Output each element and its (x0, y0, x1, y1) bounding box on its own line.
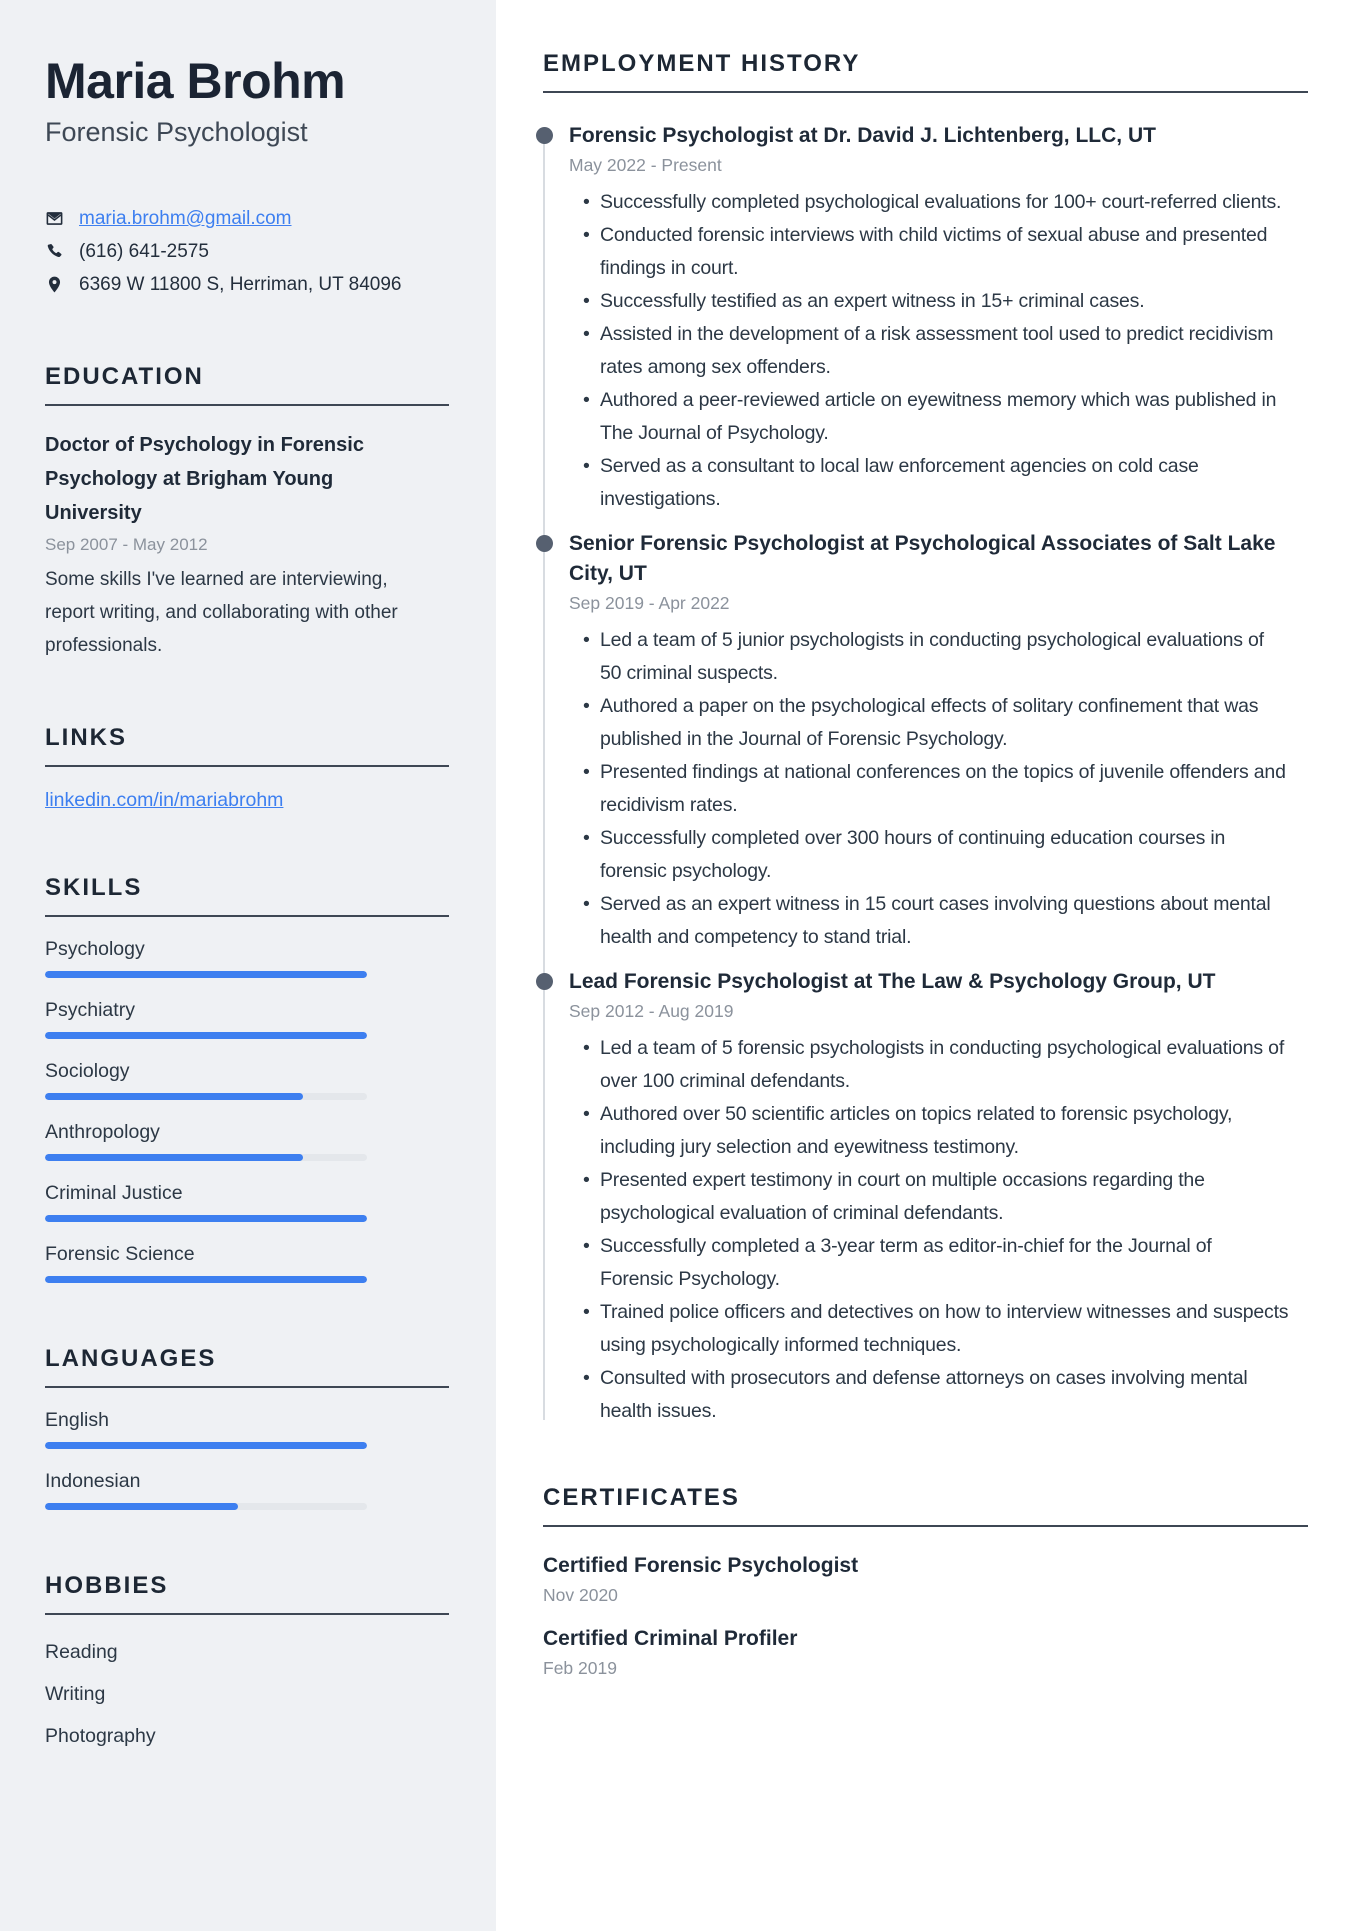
job-bullet: • Presented findings at national conferences on the topics of juvenile offenders and recidivism rates. (600, 756, 1290, 822)
phone-icon (45, 242, 64, 261)
email-icon (45, 209, 64, 228)
job-title: Senior Forensic Psychologist at Psychological Associates of Salt Lake City, UT (569, 532, 1276, 585)
language-label: English (45, 1409, 109, 1431)
certificate-date: Feb 2019 (543, 1658, 617, 1678)
language-bar-fill (45, 1442, 367, 1449)
certificate-date: Nov 2020 (543, 1585, 618, 1605)
address-text: 6369 W 11800 S, Herriman, UT 84096 (79, 274, 402, 295)
education-degree: Doctor of Psychology in Forensic Psychology at Brigham Young University (45, 434, 364, 524)
contact-email-row (45, 202, 449, 235)
linkedin-link[interactable]: linkedin.com/in/mariabrohm (45, 789, 284, 811)
sidebar (0, 0, 496, 1931)
email-link[interactable]: maria.brohm@gmail.com (79, 208, 292, 229)
main-content (496, 0, 1366, 1931)
hobby-item: Reading (45, 1641, 118, 1663)
education-dates: Sep 2007 - May 2012 (45, 535, 208, 554)
language-bar-fill (45, 1503, 238, 1510)
job-bullet: • Consulted with prosecutors and defense attorneys on cases involving mental health issues. (600, 1362, 1290, 1428)
job-bullet: • Served as an expert witness in 15 court cases involving questions about mental health and competency to stand trial. (600, 888, 1290, 954)
skill-item (45, 1121, 449, 1161)
job-dates: Sep 2019 - Apr 2022 (569, 593, 730, 613)
skill-bar-fill (45, 1093, 303, 1100)
skill-item (45, 1182, 449, 1222)
hobbies-section (45, 1572, 449, 1757)
languages-section (45, 1345, 449, 1510)
job-bullet: • Successfully completed over 300 hours of continuing education courses in forensic psychology. (600, 822, 1290, 888)
person-name: Maria Brohm (45, 53, 346, 109)
contact-phone-row (45, 235, 449, 268)
job-bullet: • Presented expert testimony in court on multiple occasions regarding the psychological evaluation of criminal defendants. (600, 1164, 1290, 1230)
links-section (45, 724, 449, 812)
skill-label: Psychiatry (45, 999, 135, 1021)
job-bullet: • Authored a peer-reviewed article on eyewitness memory which was published in The Journal of Psychology. (600, 384, 1290, 450)
job-bullet: • Successfully completed psychological evaluations for 100+ court-referred clients. (600, 186, 1290, 219)
skill-bar (45, 1276, 367, 1283)
job-entry (569, 967, 1308, 1428)
skill-label: Criminal Justice (45, 1182, 183, 1204)
certificate-name: Certified Criminal Profiler (543, 1627, 798, 1650)
skill-label: Forensic Science (45, 1243, 195, 1265)
job-bullet: • Assisted in the development of a risk assessment tool used to predict recidivism rates among sex offenders. (600, 318, 1290, 384)
job-bullet: • Authored over 50 scientific articles on topics related to forensic psychology, including jury selection and eyewitness testimony. (600, 1098, 1290, 1164)
job-title: Forensic Psychologist at Dr. David J. Lichtenberg, LLC, UT (569, 124, 1156, 147)
certificates-section (543, 1484, 1308, 1679)
employment-heading: EMPLOYMENT HISTORY (543, 50, 1308, 93)
job-bullet: • Authored a paper on the psychological effects of solitary confinement that was published in the Journal of Forensic Psychology. (600, 690, 1290, 756)
job-bullet-list (569, 186, 1308, 516)
certificate-entry (543, 1624, 1308, 1679)
language-bar (45, 1442, 367, 1449)
skills-section (45, 874, 449, 1283)
skill-bar (45, 1154, 367, 1161)
hobby-item: Writing (45, 1683, 106, 1705)
skill-item (45, 938, 449, 978)
certificate-name: Certified Forensic Psychologist (543, 1554, 859, 1577)
skill-bar-fill (45, 1276, 367, 1283)
skill-label: Psychology (45, 938, 145, 960)
hobby-list (45, 1631, 449, 1757)
location-icon (45, 275, 64, 294)
contact-address-row (45, 268, 449, 301)
certificates-heading: CERTIFICATES (543, 1484, 1308, 1527)
certificate-entry (543, 1551, 1308, 1606)
job-dates: Sep 2012 - Aug 2019 (569, 1001, 734, 1021)
skill-item (45, 1060, 449, 1100)
links-heading: LINKS (45, 724, 449, 767)
job-bullet: • Conducted forensic interviews with child victims of sexual abuse and presented findings in court. (600, 219, 1290, 285)
languages-heading: LANGUAGES (45, 1345, 449, 1388)
job-title: Lead Forensic Psychologist at The Law & Psychology Group, UT (569, 970, 1216, 993)
skill-bar (45, 1093, 367, 1100)
job-entry (569, 529, 1308, 954)
skill-item (45, 999, 449, 1039)
education-description: Some skills I've learned are interviewing, report writing, and collaborating with other professionals. (45, 569, 398, 656)
hobby-item: Photography (45, 1725, 156, 1747)
language-item (45, 1470, 449, 1510)
language-item (45, 1409, 449, 1449)
hobbies-heading: HOBBIES (45, 1572, 449, 1615)
job-bullet: • Led a team of 5 forensic psychologists in conducting psychological evaluations of over 100 criminal defendants. (600, 1032, 1290, 1098)
job-bullet: • Successfully testified as an expert witness in 15+ criminal cases. (600, 285, 1290, 318)
job-bullet: • Served as a consultant to local law enforcement agencies on cold case investigations. (600, 450, 1290, 516)
skill-label: Anthropology (45, 1121, 160, 1143)
skill-bar (45, 1032, 367, 1039)
employment-section (543, 50, 1308, 1428)
language-bar (45, 1503, 367, 1510)
education-heading: EDUCATION (45, 363, 449, 406)
skill-bar-fill (45, 971, 367, 978)
skill-bar (45, 1215, 367, 1222)
job-bullet: • Led a team of 5 junior psychologists in conducting psychological evaluations of 50 criminal suspects. (600, 624, 1290, 690)
language-label: Indonesian (45, 1470, 141, 1492)
contact-info (45, 202, 449, 301)
education-section (45, 363, 449, 662)
skill-bar-fill (45, 1215, 367, 1222)
skill-item (45, 1243, 449, 1283)
skill-bar-fill (45, 1154, 303, 1161)
job-bullet-list (569, 624, 1308, 954)
job-bullet: • Successfully completed a 3-year term as editor-in-chief for the Journal of Forensic Psychology. (600, 1230, 1290, 1296)
job-bullet-list (569, 1032, 1308, 1428)
employment-timeline (543, 121, 1308, 1428)
skills-heading: SKILLS (45, 874, 449, 917)
job-entry (569, 121, 1308, 516)
phone-number: (616) 641-2575 (79, 241, 209, 262)
job-dates: May 2022 - Present (569, 155, 722, 175)
skill-label: Sociology (45, 1060, 130, 1082)
job-bullet: • Trained police officers and detectives on how to interview witnesses and suspects using psychologically informed techniques. (600, 1296, 1290, 1362)
skill-bar (45, 971, 367, 978)
person-job-title: Forensic Psychologist (45, 117, 308, 147)
skill-bar-fill (45, 1032, 367, 1039)
